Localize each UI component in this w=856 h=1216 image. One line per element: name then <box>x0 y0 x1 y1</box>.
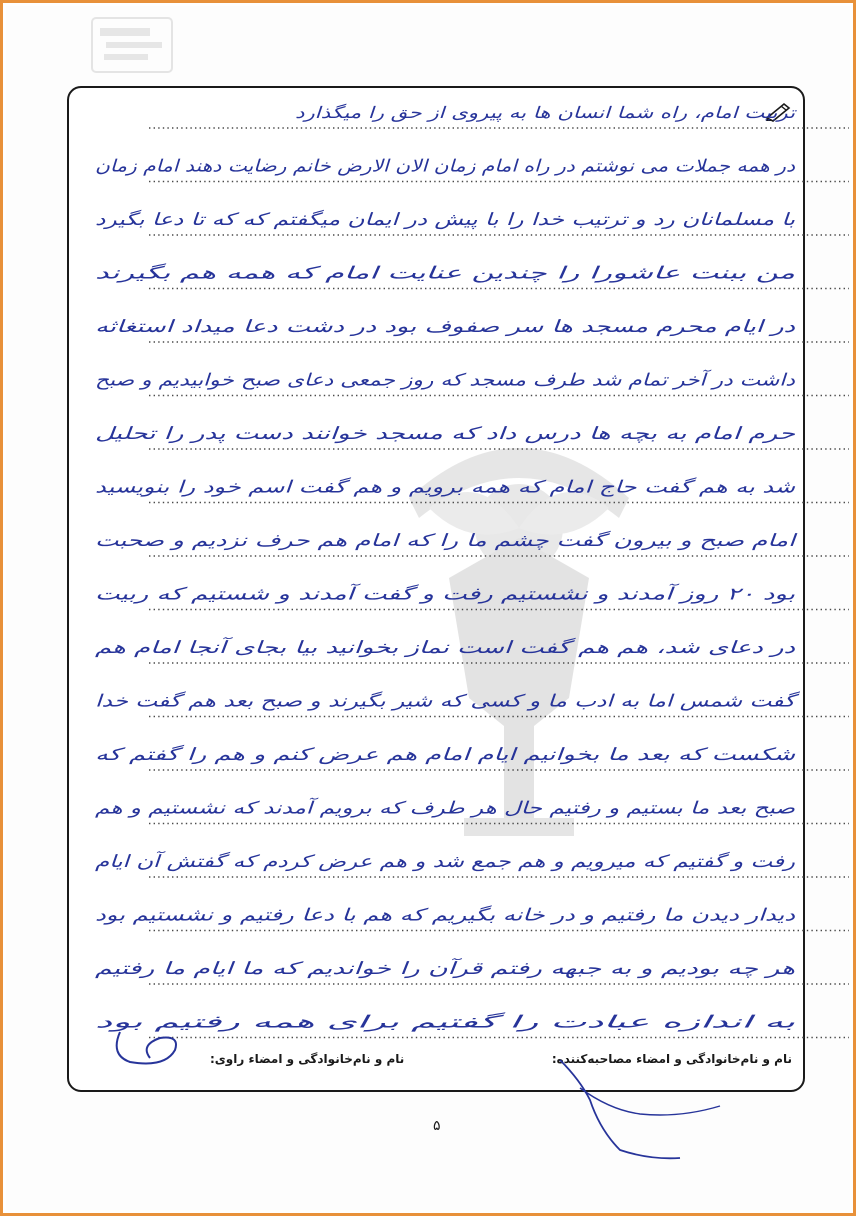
handwritten-line: با مسلمانان رد و ترتیب خدا را با پیش در ایمان میگفتم که که تا دعا بگیرد <box>95 210 607 230</box>
narrator-signature-label: نام و نام‌خانوادگی و امضاء راوی: <box>210 1052 405 1066</box>
page-number: ۵ <box>433 1118 441 1134</box>
handwritten-line: من ببنت عاشورا را چندین عنایت امام که همه هم بگیرند <box>95 263 489 284</box>
signature <box>80 1010 820 1190</box>
handwritten-line: شکست که بعد ما بخوانیم ایام امام هم عرض کنم و هم را گفتم که <box>95 745 562 765</box>
handwritten-line: تربیت امام، راه شما انسان ها به پیروی از حق را میگذارد <box>295 103 798 122</box>
handwritten-line: حرم امام به بچه ها درس داد که مسجد خوانند دست پدر را تحلیل <box>95 424 796 444</box>
handwritten-text <box>60 0 800 1060</box>
handwritten-line: امام صبح و بیرون گفت چشم ما را که امام هم حرف نزدیم و صحبت <box>95 531 575 551</box>
handwritten-line: رفت و گفتیم که میرویم و هم جمع شد و هم عرض کردم که گفتش آن ایام <box>95 852 615 872</box>
handwritten-line: هر چه بودیم و به جبهه رفتم قرآن را خواندیم که ما ایام ما رفتیم <box>95 959 544 979</box>
handwritten-line: در ایام محرم مسجد ها سر صفوف بود در دشت دعا میداد استغاثه <box>95 317 796 337</box>
interviewer-signature-label: نام و نام‌خانوادگی و امضاء مصاحبه‌کننده: <box>551 1052 792 1066</box>
handwritten-line: داشت در آخر تمام شد طرف مسجد که روز جمعی دعای صبح خوابیدیم و صبح <box>95 370 642 391</box>
handwritten-line: صبح بعد ما بستیم و رفتیم حال هر طرف که برویم آمدند که نشستیم و هم <box>95 798 612 819</box>
handwritten-line: شد به هم گفت حاج امام که همه برویم و هم گفت اسم خود را بنویسید <box>95 477 591 498</box>
handwritten-line: به اندازه عبادت را گفتیم برای همه رفتیم بود <box>95 1012 407 1033</box>
handwritten-line: در همه جملات می نوشتم در راه امام زمان الان الارض خانم رضایت دهند امام زمان <box>95 156 796 177</box>
handwritten-line: در دعای شد، هم هم گفت است نماز بخوانید بیا بجای آنجا امام هم <box>95 638 557 658</box>
handwritten-line: دیدار دیدن ما رفتیم و در خانه بگیریم که هم با دعا رفتیم و نشستیم بود <box>95 905 589 926</box>
handwritten-line: بود ۲۰ روز آمدند و نشستیم رفت و گفت آمدند و شستیم که ربیت <box>95 584 781 605</box>
handwritten-line: گفت شمس اما به ادب ما و کسی که شیر بگیرند و صبح بعد هم گفت خدا <box>95 691 609 712</box>
